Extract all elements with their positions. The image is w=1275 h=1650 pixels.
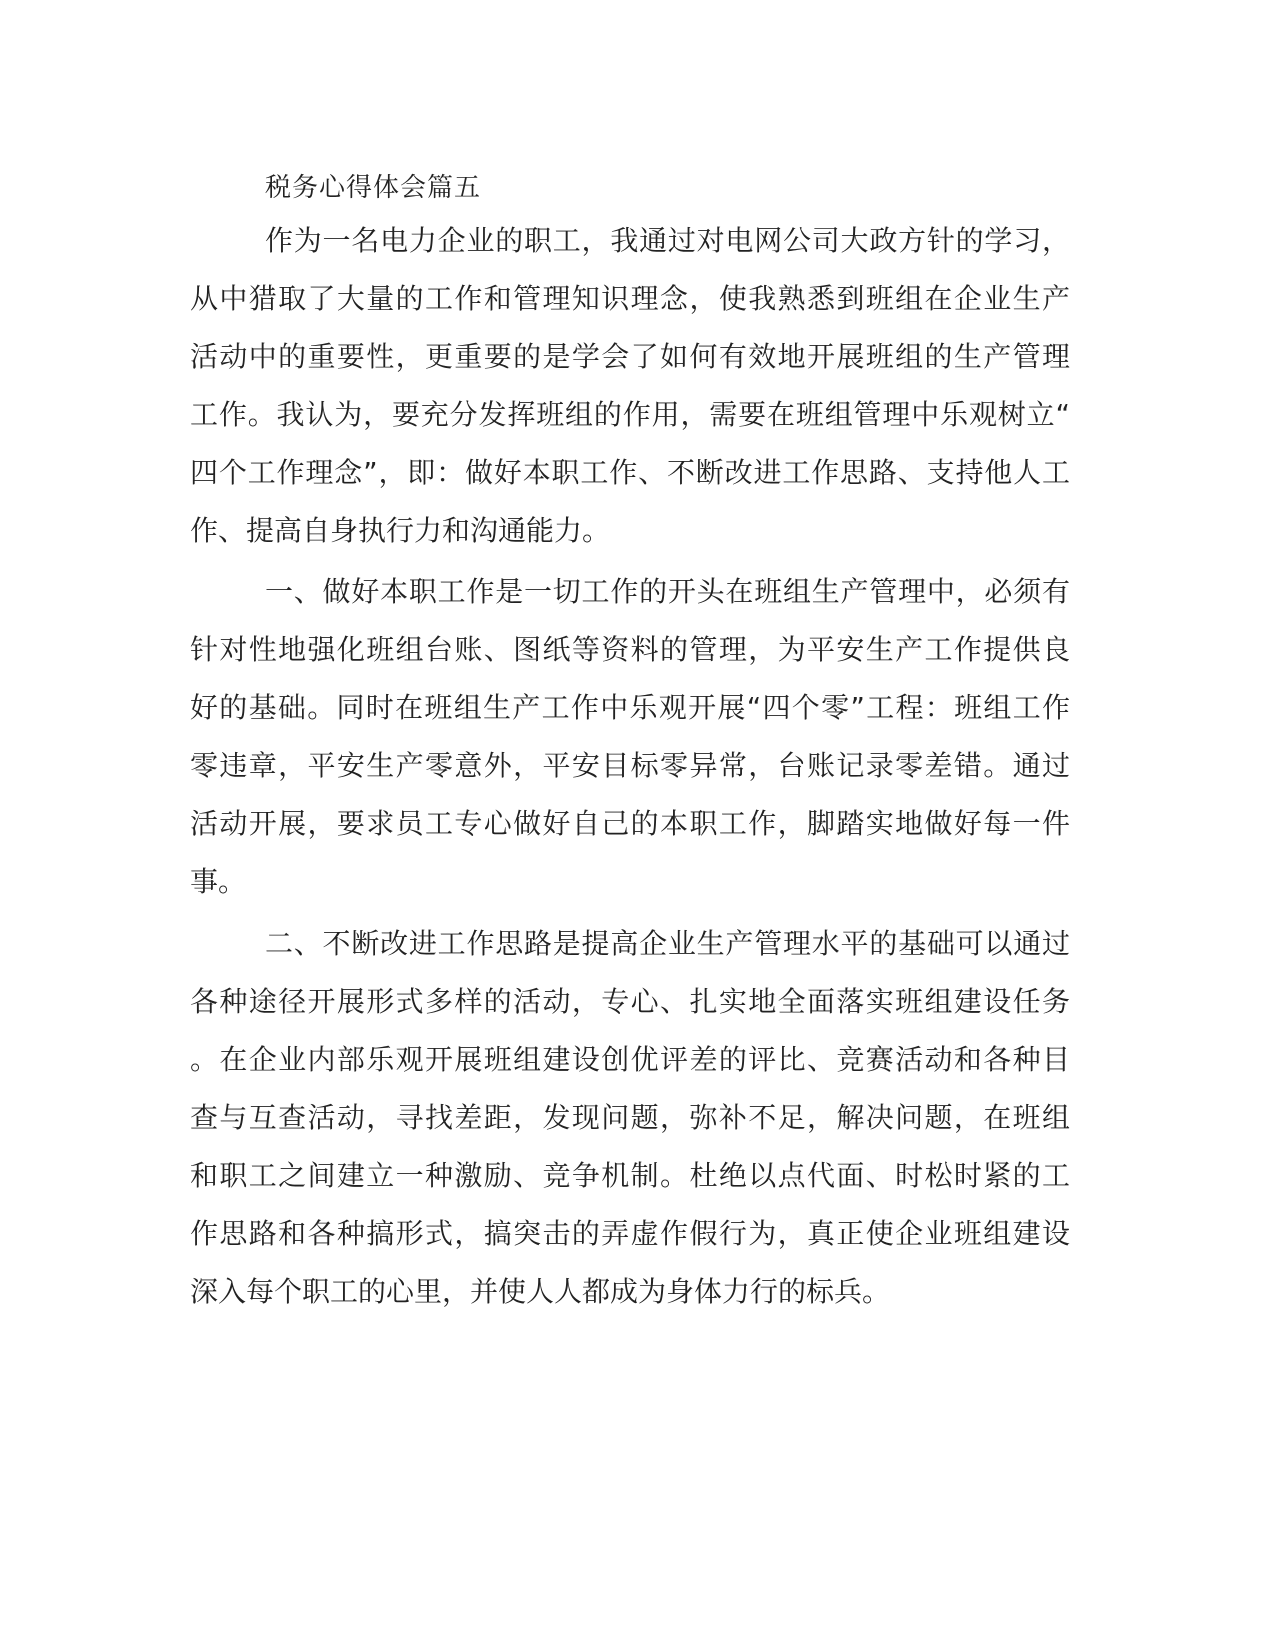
paragraph-3-line-1: 二、不断改进工作思路是提高企业生产管理水平的基础可以通过 (265, 927, 1070, 960)
paragraph-2-line-4: 零违章，平安生产零意外，平安目标零异常，台账记录零差错。通过 (190, 749, 1070, 782)
paragraph-2-line-1: 一、做好本职工作是一切工作的开头在班组生产管理中，必须有 (265, 575, 1070, 608)
paragraph-2-line-2: 针对性地强化班组台账、图纸等资料的管理，为平安生产工作提供良 (190, 633, 1070, 666)
paragraph-1-line-3: 活动中的重要性，更重要的是学会了如何有效地开展班组的生产管理 (190, 340, 1070, 373)
paragraph-3-line-3: 。在企业内部乐观开展班组建设创优评差的评比、竞赛活动和各种目 (190, 1043, 1070, 1076)
paragraph-3-line-6: 作思路和各种搞形式，搞突击的弄虚作假行为，真正使企业班组建设 (190, 1217, 1070, 1250)
paragraph-3-line-2: 各种途径开展形式多样的活动，专心、扎实地全面落实班组建设任务 (190, 985, 1070, 1018)
document-title: 税务心得体会篇五 (265, 173, 482, 203)
paragraph-1-line-2: 从中猎取了大量的工作和管理知识理念，使我熟悉到班组在企业生产 (190, 282, 1070, 315)
paragraph-2-line-6: 事。 (190, 865, 247, 898)
paragraph-2-line-3: 好的基础。同时在班组生产工作中乐观开展“四个零”工程：班组工作 (190, 691, 1070, 724)
paragraph-1-line-4: 工作。我认为，要充分发挥班组的作用，需要在班组管理中乐观树立“ (190, 398, 1070, 431)
paragraph-1-line-1: 作为一名电力企业的职工，我通过对电网公司大政方针的学习， (265, 224, 1070, 257)
paragraph-1-line-6: 作、提高自身执行力和沟通能力。 (190, 514, 611, 547)
paragraph-3-line-7: 深入每个职工的心里，并使人人都成为身体力行的标兵。 (190, 1275, 891, 1308)
paragraph-2-line-5: 活动开展，要求员工专心做好自己的本职工作，脚踏实地做好每一件 (190, 807, 1070, 840)
paragraph-3-line-5: 和职工之间建立一种激励、竞争机制。杜绝以点代面、时松时紧的工 (190, 1159, 1070, 1192)
paragraph-1-line-5: 四个工作理念”，即：做好本职工作、不断改进工作思路、支持他人工 (190, 456, 1070, 489)
paragraph-3-line-4: 查与互查活动，寻找差距，发现问题，弥补不足，解决问题，在班组 (190, 1101, 1070, 1134)
